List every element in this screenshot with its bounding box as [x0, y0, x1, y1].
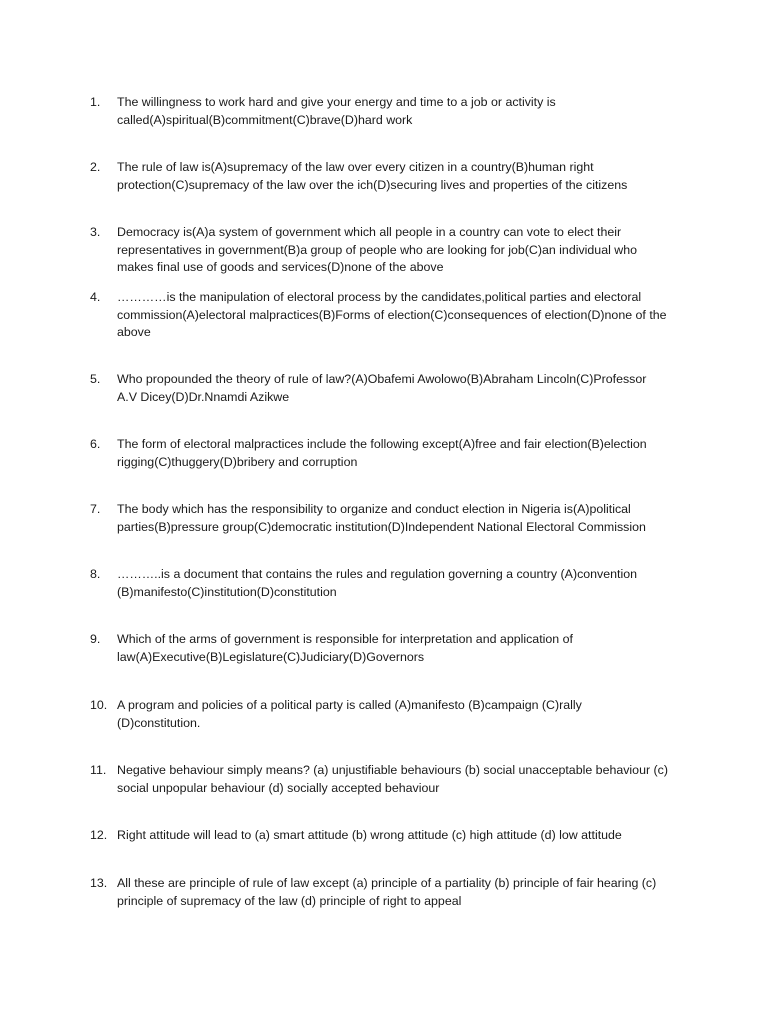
question-text: ………..is a document that contains the rules and regulation governing a country (A)convention (B)manifesto(C)institution(D)constitution	[117, 567, 638, 599]
question-number: 6.	[90, 437, 101, 451]
question-number: 11.	[90, 763, 107, 777]
question-text: The body which has the responsibility to organize and conduct election in Nigeria is(A)political parties(B)pressure group(C)democratic institution(D)Independent National Electoral Commission	[117, 502, 646, 534]
question-text: Right attitude will lead to (a) smart attitude (b) wrong attitude (c) high attitude (d) low attitude	[117, 828, 622, 842]
question-text: The rule of law is(A)supremacy of the law over every citizen in a country(B)human right protection(C)supremacy of the law over the ich(D)securing lives and properties of the citizens	[117, 160, 628, 192]
question-text: A program and policies of a political party is called (A)manifesto (B)campaign (C)rally (D)constitution.	[117, 698, 582, 730]
question-text: The willingness to work hard and give your energy and time to a job or activity is called(A)spiritual(B)commitment(C)brave(D)hard work	[117, 95, 556, 127]
question-number: 3.	[90, 225, 101, 239]
question-text: Which of the arms of government is responsible for interpretation and application of law(A)Executive(B)Legislature(C)Judiciary(D)Governors	[117, 632, 573, 664]
question-number: 13.	[90, 876, 108, 890]
question-number: 2.	[90, 160, 101, 174]
question-number: 7.	[90, 502, 101, 516]
question-text: The form of electoral malpractices include the following except(A)free and fair election(B)election rigging(C)thuggery(D)bribery and corruption	[117, 437, 647, 469]
question-text: Democracy is(A)a system of government which all people in a country can vote to elect their representatives in government(B)a group of people who are looking for job(C)an individual who makes final use of goods and services(D)none of the above	[117, 225, 638, 275]
question-number: 8.	[90, 567, 101, 581]
question-number: 4.	[90, 290, 101, 304]
question-text: Who propounded the theory of rule of law?(A)Obafemi Awolowo(B)Abraham Lincoln(C)Professor A.V Dicey(D)Dr.Nnamdi Azikwe	[117, 372, 647, 404]
question-number: 1.	[90, 95, 101, 109]
question-number: 9.	[90, 632, 101, 646]
question-text: …………is the manipulation of electoral process by the candidates,political parties and electoral commission(A)electoral malpractices(B)Forms of election(C)consequences of election(D)none of the above	[117, 290, 667, 340]
question-number: 5.	[90, 372, 101, 386]
question-number: 12.	[90, 828, 108, 842]
question-number: 10.	[90, 698, 108, 712]
question-text: All these are principle of rule of law except (a) principle of a partiality (b) principle of fair hearing (c) principle of supremacy of the law (d) principle of right to appeal	[117, 876, 657, 908]
question-text: Negative behaviour simply means? (a) unjustifiable behaviours (b) social unacceptable behaviour (c) social unpopular behaviour (d) socially accepted behaviour	[117, 763, 668, 795]
